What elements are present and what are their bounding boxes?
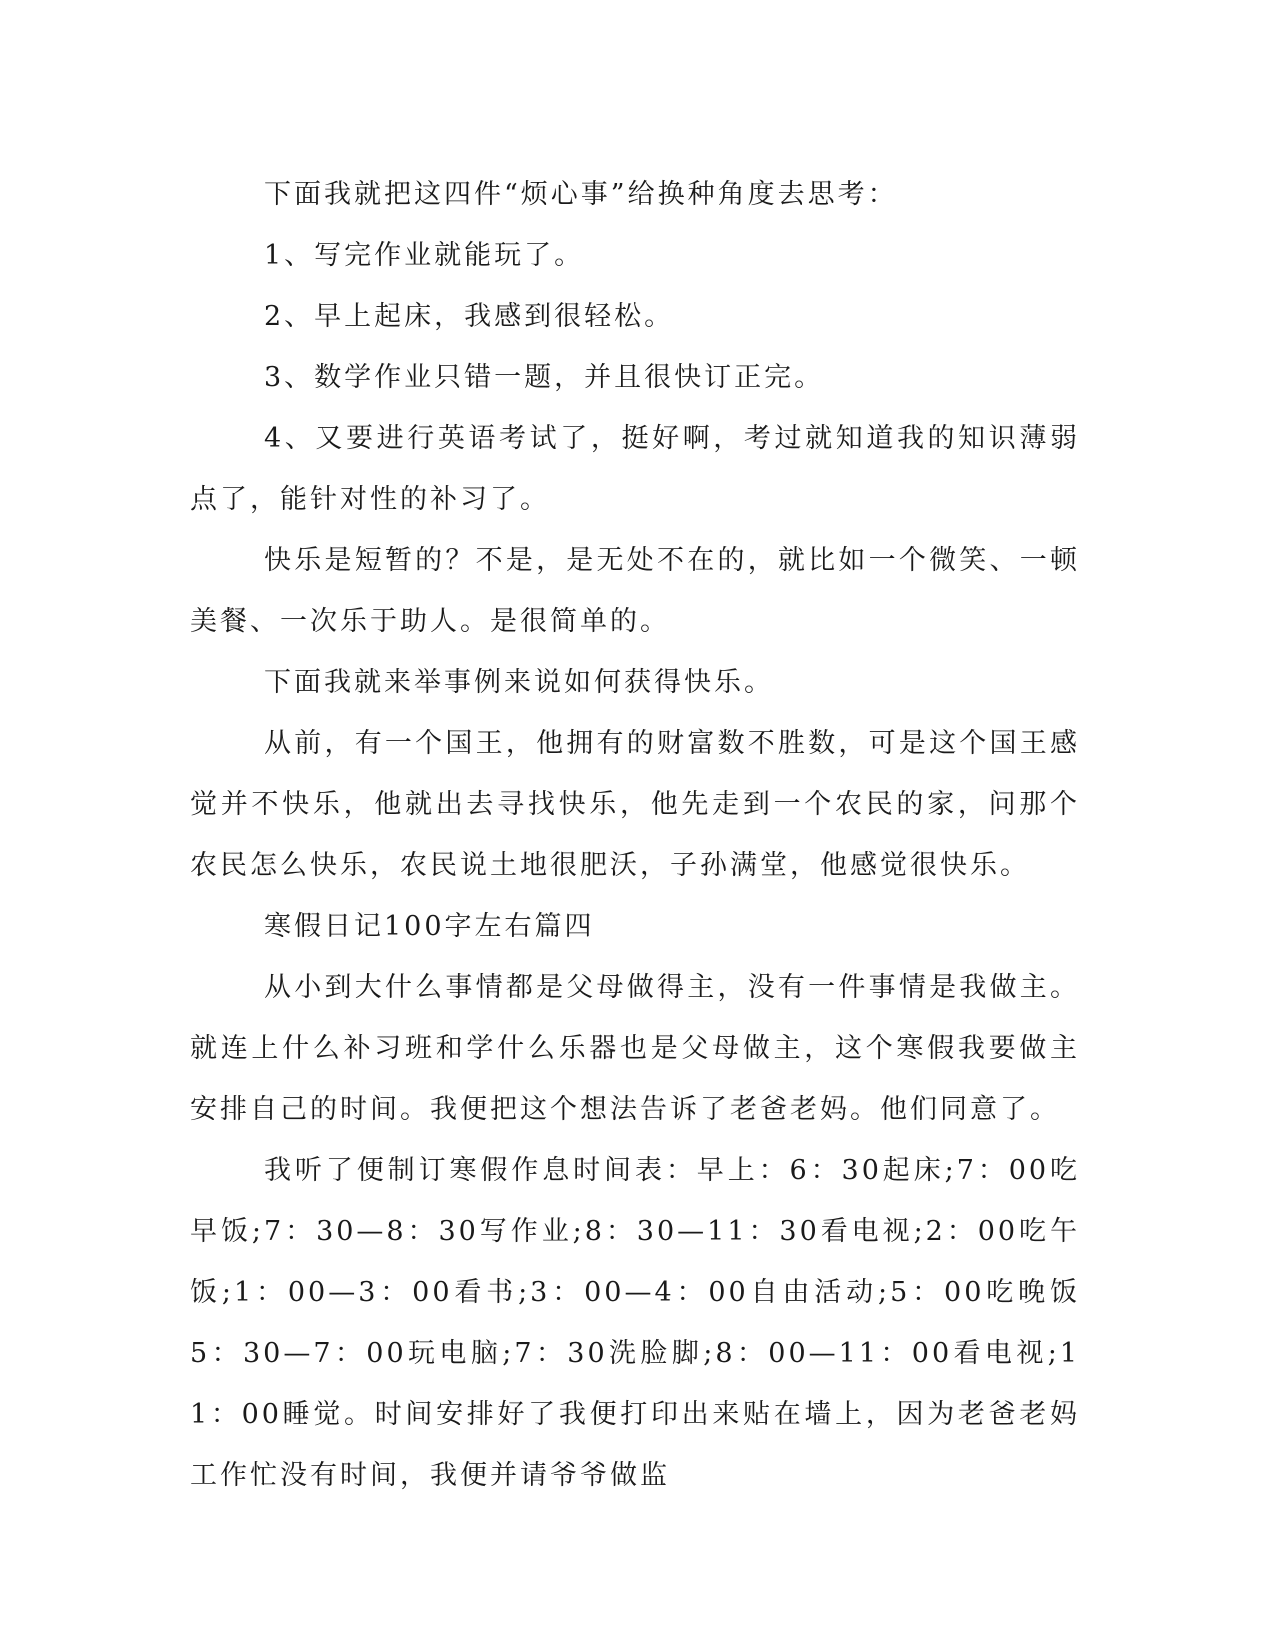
paragraph-intro: 下面我就把这四件“烦心事”给换种角度去思考： [264, 179, 898, 210]
paragraph-item-1: 1、写完作业就能玩了。 [264, 240, 585, 271]
paragraph-example-intro: 下面我就来举事例来说如何获得快乐。 [264, 667, 774, 698]
paragraph-item-4: 4、又要进行英语考试了，挺好啊，考过就知道我的知识薄弱点了，能针对性的补习了。 [190, 423, 1080, 515]
section-heading: 寒假日记100字左右篇四 [264, 911, 595, 942]
paragraph-item-3: 3、数学作业只错一题，并且很快订正完。 [264, 362, 825, 393]
paragraph-schedule: 我听了便制订寒假作息时间表：早上：6：30起床;7：00吃早饭;7：30—8：30写作业;8：30—11：30看电视;2：00吃午饭;1：00—3：00看书;3：00—4：00自由活动;5：00吃晚饭5：30—7：00玩电脑;7：30洗脸脚;8：00—11：00看电视;11：00睡觉。时间安排好了我便打印出来贴在墙上，因为老爸老妈工作忙没有时间，我便并请爷爷做监 [190, 1155, 1080, 1491]
paragraph-king-story: 从前，有一个国王，他拥有的财富数不胜数，可是这个国王感觉并不快乐，他就出去寻找快乐，他先走到一个农民的家，问那个农民怎么快乐，农民说土地很肥沃，子孙满堂，他感觉很快乐。 [190, 728, 1080, 881]
paragraph-item-2: 2、早上起床，我感到很轻松。 [264, 301, 675, 332]
paragraph-happiness: 快乐是短暂的？不是，是无处不在的，就比如一个微笑、一顿美餐、一次乐于助人。是很简单的。 [190, 545, 1080, 637]
document-body [190, 164, 1080, 1506]
paragraph-parents: 从小到大什么事情都是父母做得主，没有一件事情是我做主。就连上什么补习班和学什么乐器也是父母做主，这个寒假我要做主安排自己的时间。我便把这个想法告诉了老爸老妈。他们同意了。 [190, 972, 1080, 1125]
